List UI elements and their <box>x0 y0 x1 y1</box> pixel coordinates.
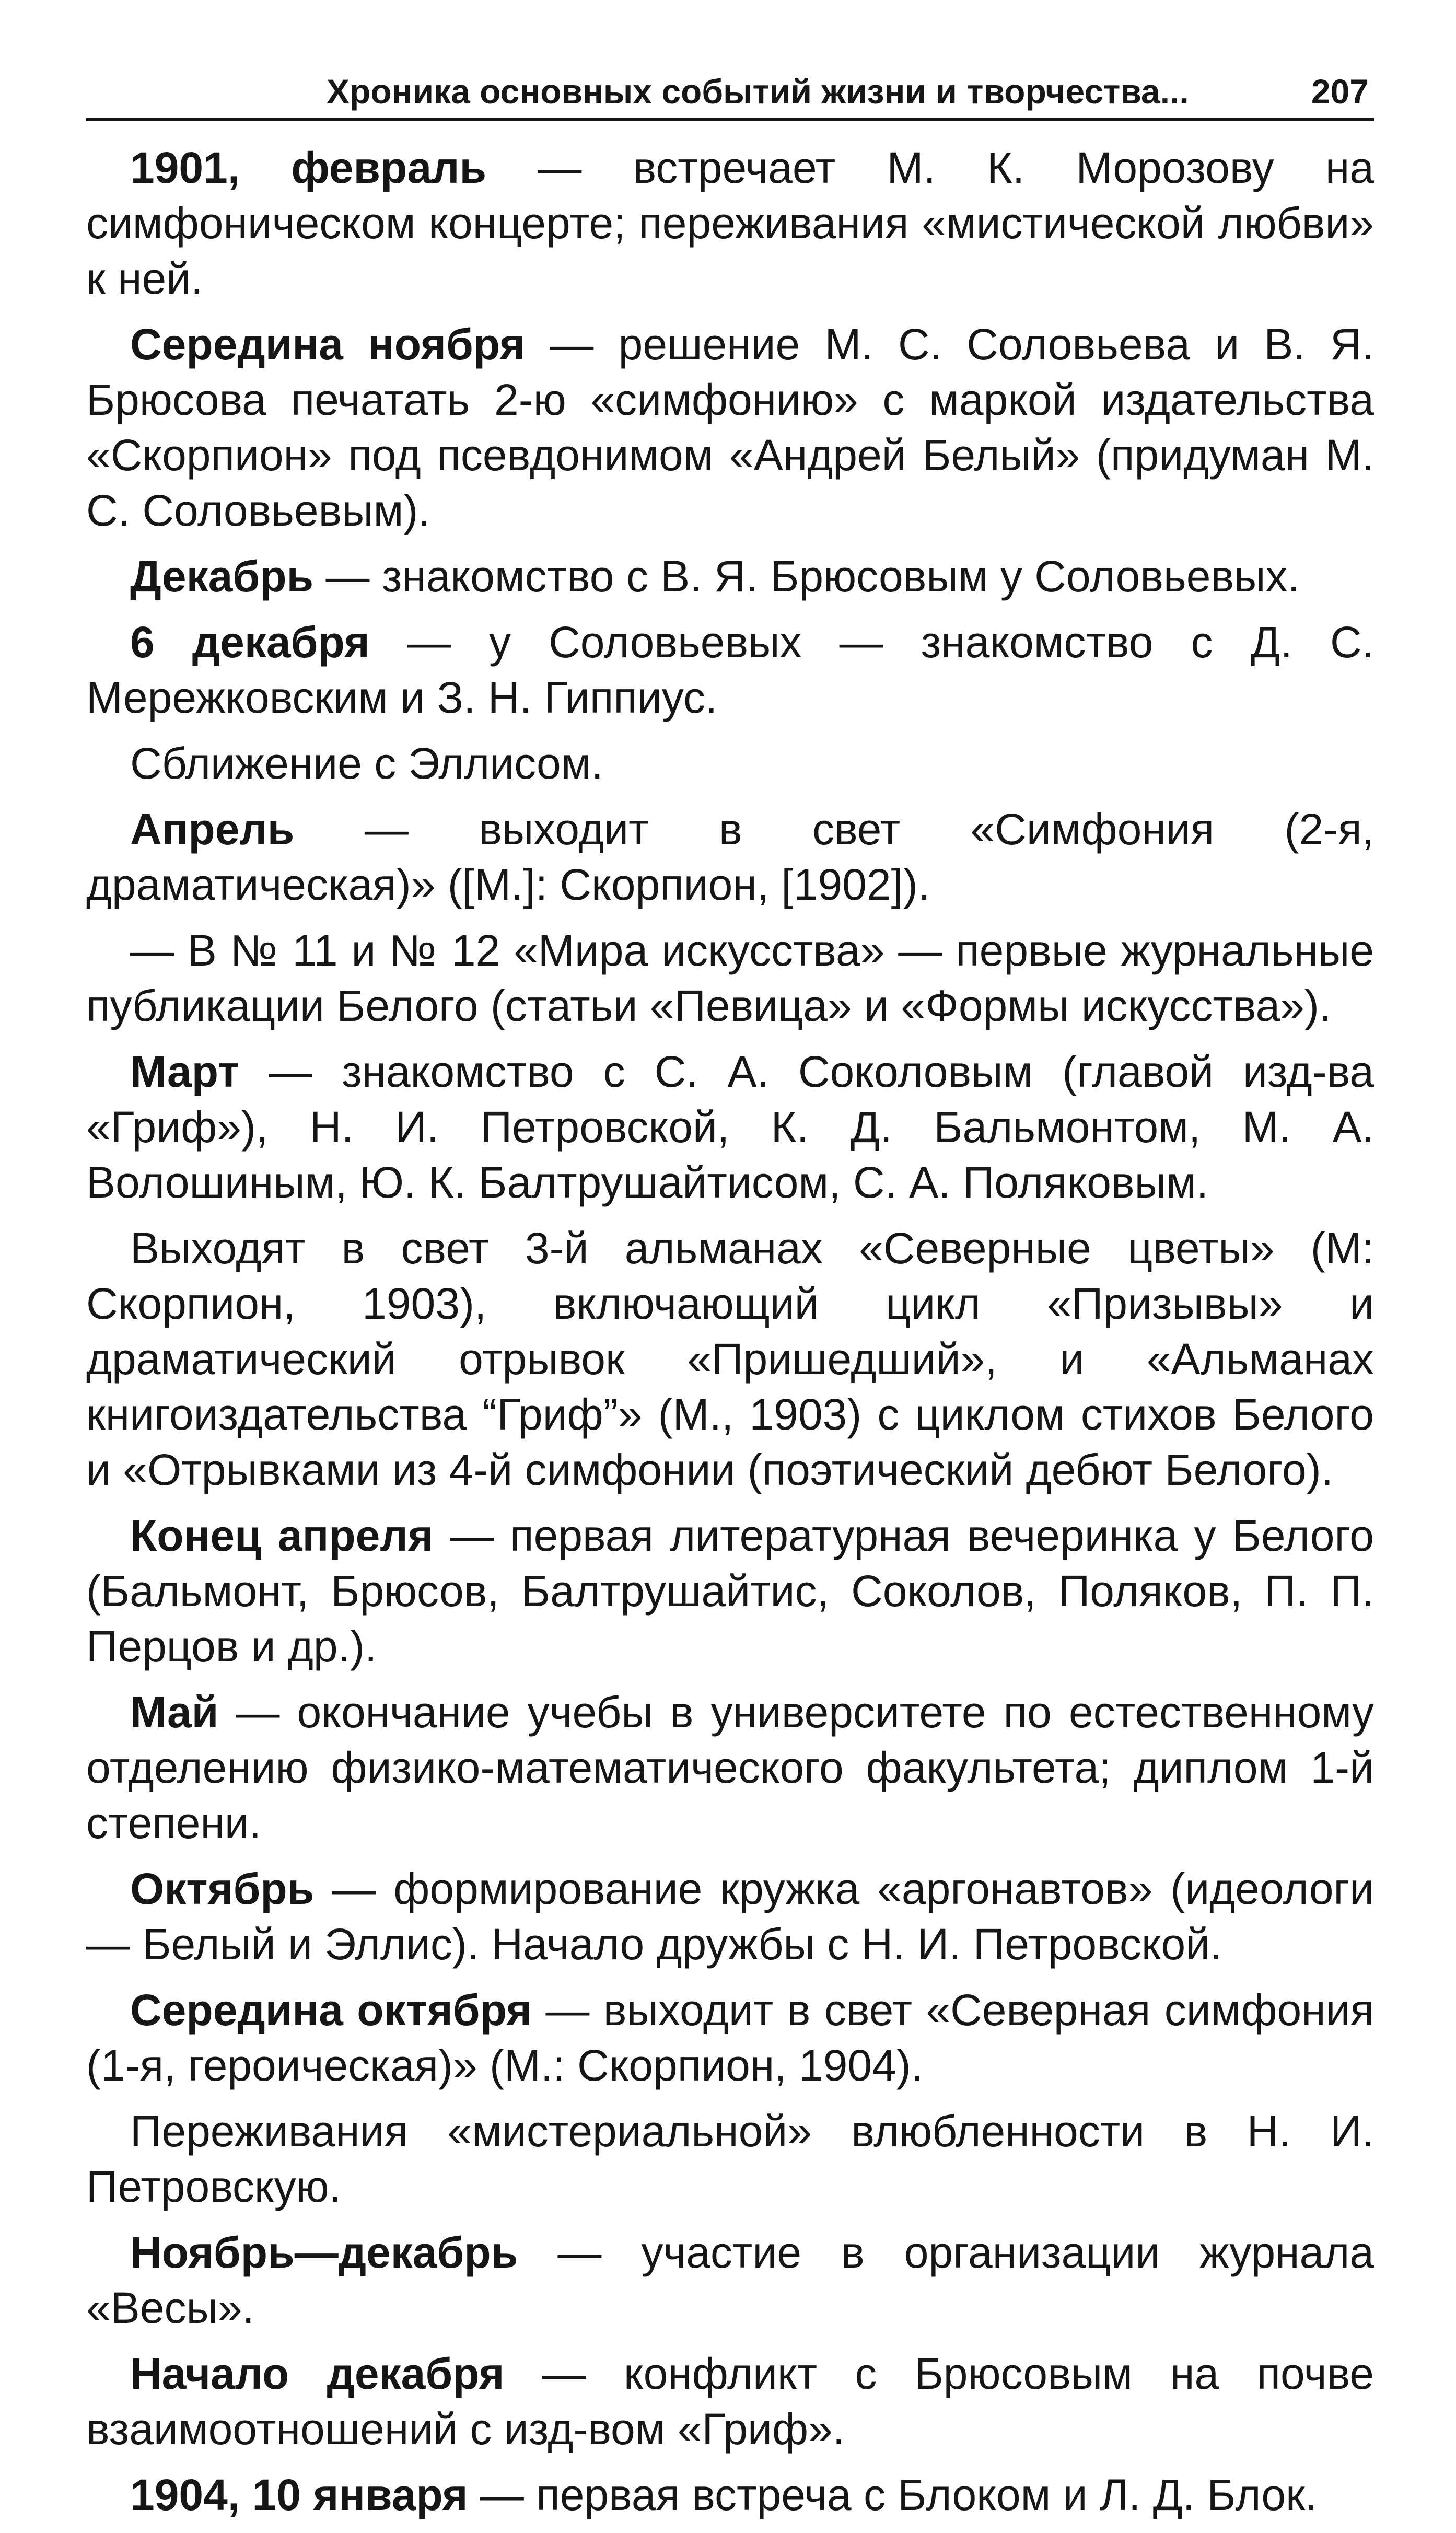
running-title: Хроника основных событий жизни и творчества... <box>327 72 1189 111</box>
entry-text: — знакомство с В. Я. Брюсовым у Соловьевых. <box>313 552 1300 601</box>
chronicle-entry <box>86 549 1374 604</box>
entry-text: — первая встреча с Блоком и Л. Д. Блок. <box>468 2470 1318 2519</box>
chronicle-entry <box>86 2346 1374 2457</box>
entry-date: Конец апреля <box>130 1511 434 1560</box>
entry-date: Середина октября <box>130 1985 532 2035</box>
entry-text: Выходят в свет 3-й альманах «Северные цветы» (М: Скорпион, 1903), включающий цикл «Призывы» и драматический отрывок «Пришедший», и «Альманах книгоиздательства “Гриф”» (М., 1903) с циклом стихов Белого и «Отрывками из 4-й симфонии (поэтический дебют Белого). <box>86 1224 1374 1494</box>
entry-text: — выходит в свет «Северная симфония (1-я, героическая)» (М.: Скорпион, 1904). <box>86 1985 1375 2090</box>
chronicle-entry <box>86 1982 1374 2093</box>
chronicle-entry <box>86 1044 1374 1210</box>
chronicle-entry <box>86 923 1374 1033</box>
entry-date: Начало декабря <box>130 2349 505 2398</box>
header-rule <box>86 118 1374 121</box>
chronicle-entry <box>86 1508 1374 1674</box>
entry-date: Март <box>130 1047 240 1096</box>
chronicle-entry <box>86 317 1374 538</box>
entry-text: Переживания «мистериальной» влюбленности в Н. И. Петровскую. <box>86 2107 1374 2211</box>
chronicle-entries <box>86 140 1374 2523</box>
entry-text: — знакомство с С. А. Соколовым (главой изд-ва «Гриф»), Н. И. Петровской, К. Д. Бальмонтом, М. А. Волошиным, Ю. К. Балтрушайтисом, С. А. Поляковым. <box>86 1047 1374 1207</box>
entry-text: Сближение с Эллисом. <box>130 739 603 788</box>
entry-text: — решение М. С. Соловьева и В. Я. Брюсова печатать 2-ю «симфонию» с маркой издательства «Скорпион» под псевдонимом «Андрей Белый» (придуман М. С. Соловьевым). <box>86 320 1374 535</box>
entry-text: — В № 11 и № 12 «Мира искусства» — первые журнальные публикации Белого (статьи «Певица» и «Формы искусства»). <box>86 926 1374 1030</box>
entry-text: — участие в организации журнала «Весы». <box>86 2228 1374 2332</box>
chronicle-entry <box>86 2104 1374 2214</box>
entry-date: 6 декабря <box>130 618 370 667</box>
book-page <box>86 68 1374 2533</box>
entry-text: — у Соловьевых — знакомство с Д. С. Мережковским и З. Н. Гиппиус. <box>86 618 1374 722</box>
entry-date: Декабрь <box>130 552 314 601</box>
entry-date: Середина ноября <box>130 320 526 369</box>
chronicle-entry <box>86 140 1374 306</box>
chronicle-entry <box>86 614 1374 725</box>
chronicle-entry <box>86 1221 1374 1497</box>
chronicle-entry <box>86 2225 1374 2336</box>
chronicle-entry <box>86 736 1374 791</box>
page-number: 207 <box>1311 72 1369 111</box>
entry-text: — первая литературная вечеринка у Белого (Бальмонт, Брюсов, Балтрушайтис, Соколов, Поляков, П. П. Перцов и др.). <box>86 1511 1374 1671</box>
entry-text: — встречает М. К. Морозову на симфоническом концерте; переживания «мистической любви» к ней. <box>86 143 1374 303</box>
entry-date: Апрель <box>130 805 295 854</box>
running-header <box>86 68 1374 115</box>
chronicle-entry <box>86 2467 1374 2523</box>
chronicle-entry <box>86 801 1374 912</box>
entry-text: — конфликт с Брюсовым на почве взаимоотношений с изд-вом «Гриф». <box>86 2349 1374 2454</box>
entry-date: Октябрь <box>130 1864 315 1913</box>
chronicle-entry <box>86 1684 1374 1851</box>
entry-text: — выходит в свет «Симфония (2-я, драматическая)» ([М.]: Скорпион, [1902]). <box>86 805 1374 909</box>
chronicle-entry <box>86 1861 1374 1972</box>
entry-date: 1904, 10 января <box>130 2470 468 2519</box>
entry-date: Ноябрь—декабрь <box>130 2228 518 2277</box>
entry-date: 1901, февраль <box>130 143 487 192</box>
entry-text: — окончание учебы в университете по естественному отделению физико-математического факультета; диплом 1-й степени. <box>86 1688 1374 1848</box>
entry-date: Май <box>130 1688 219 1737</box>
entry-text: — формирование кружка «аргонавтов» (идеологи — Белый и Эллис). Начало дружбы с Н. И. Петровской. <box>86 1864 1374 1969</box>
